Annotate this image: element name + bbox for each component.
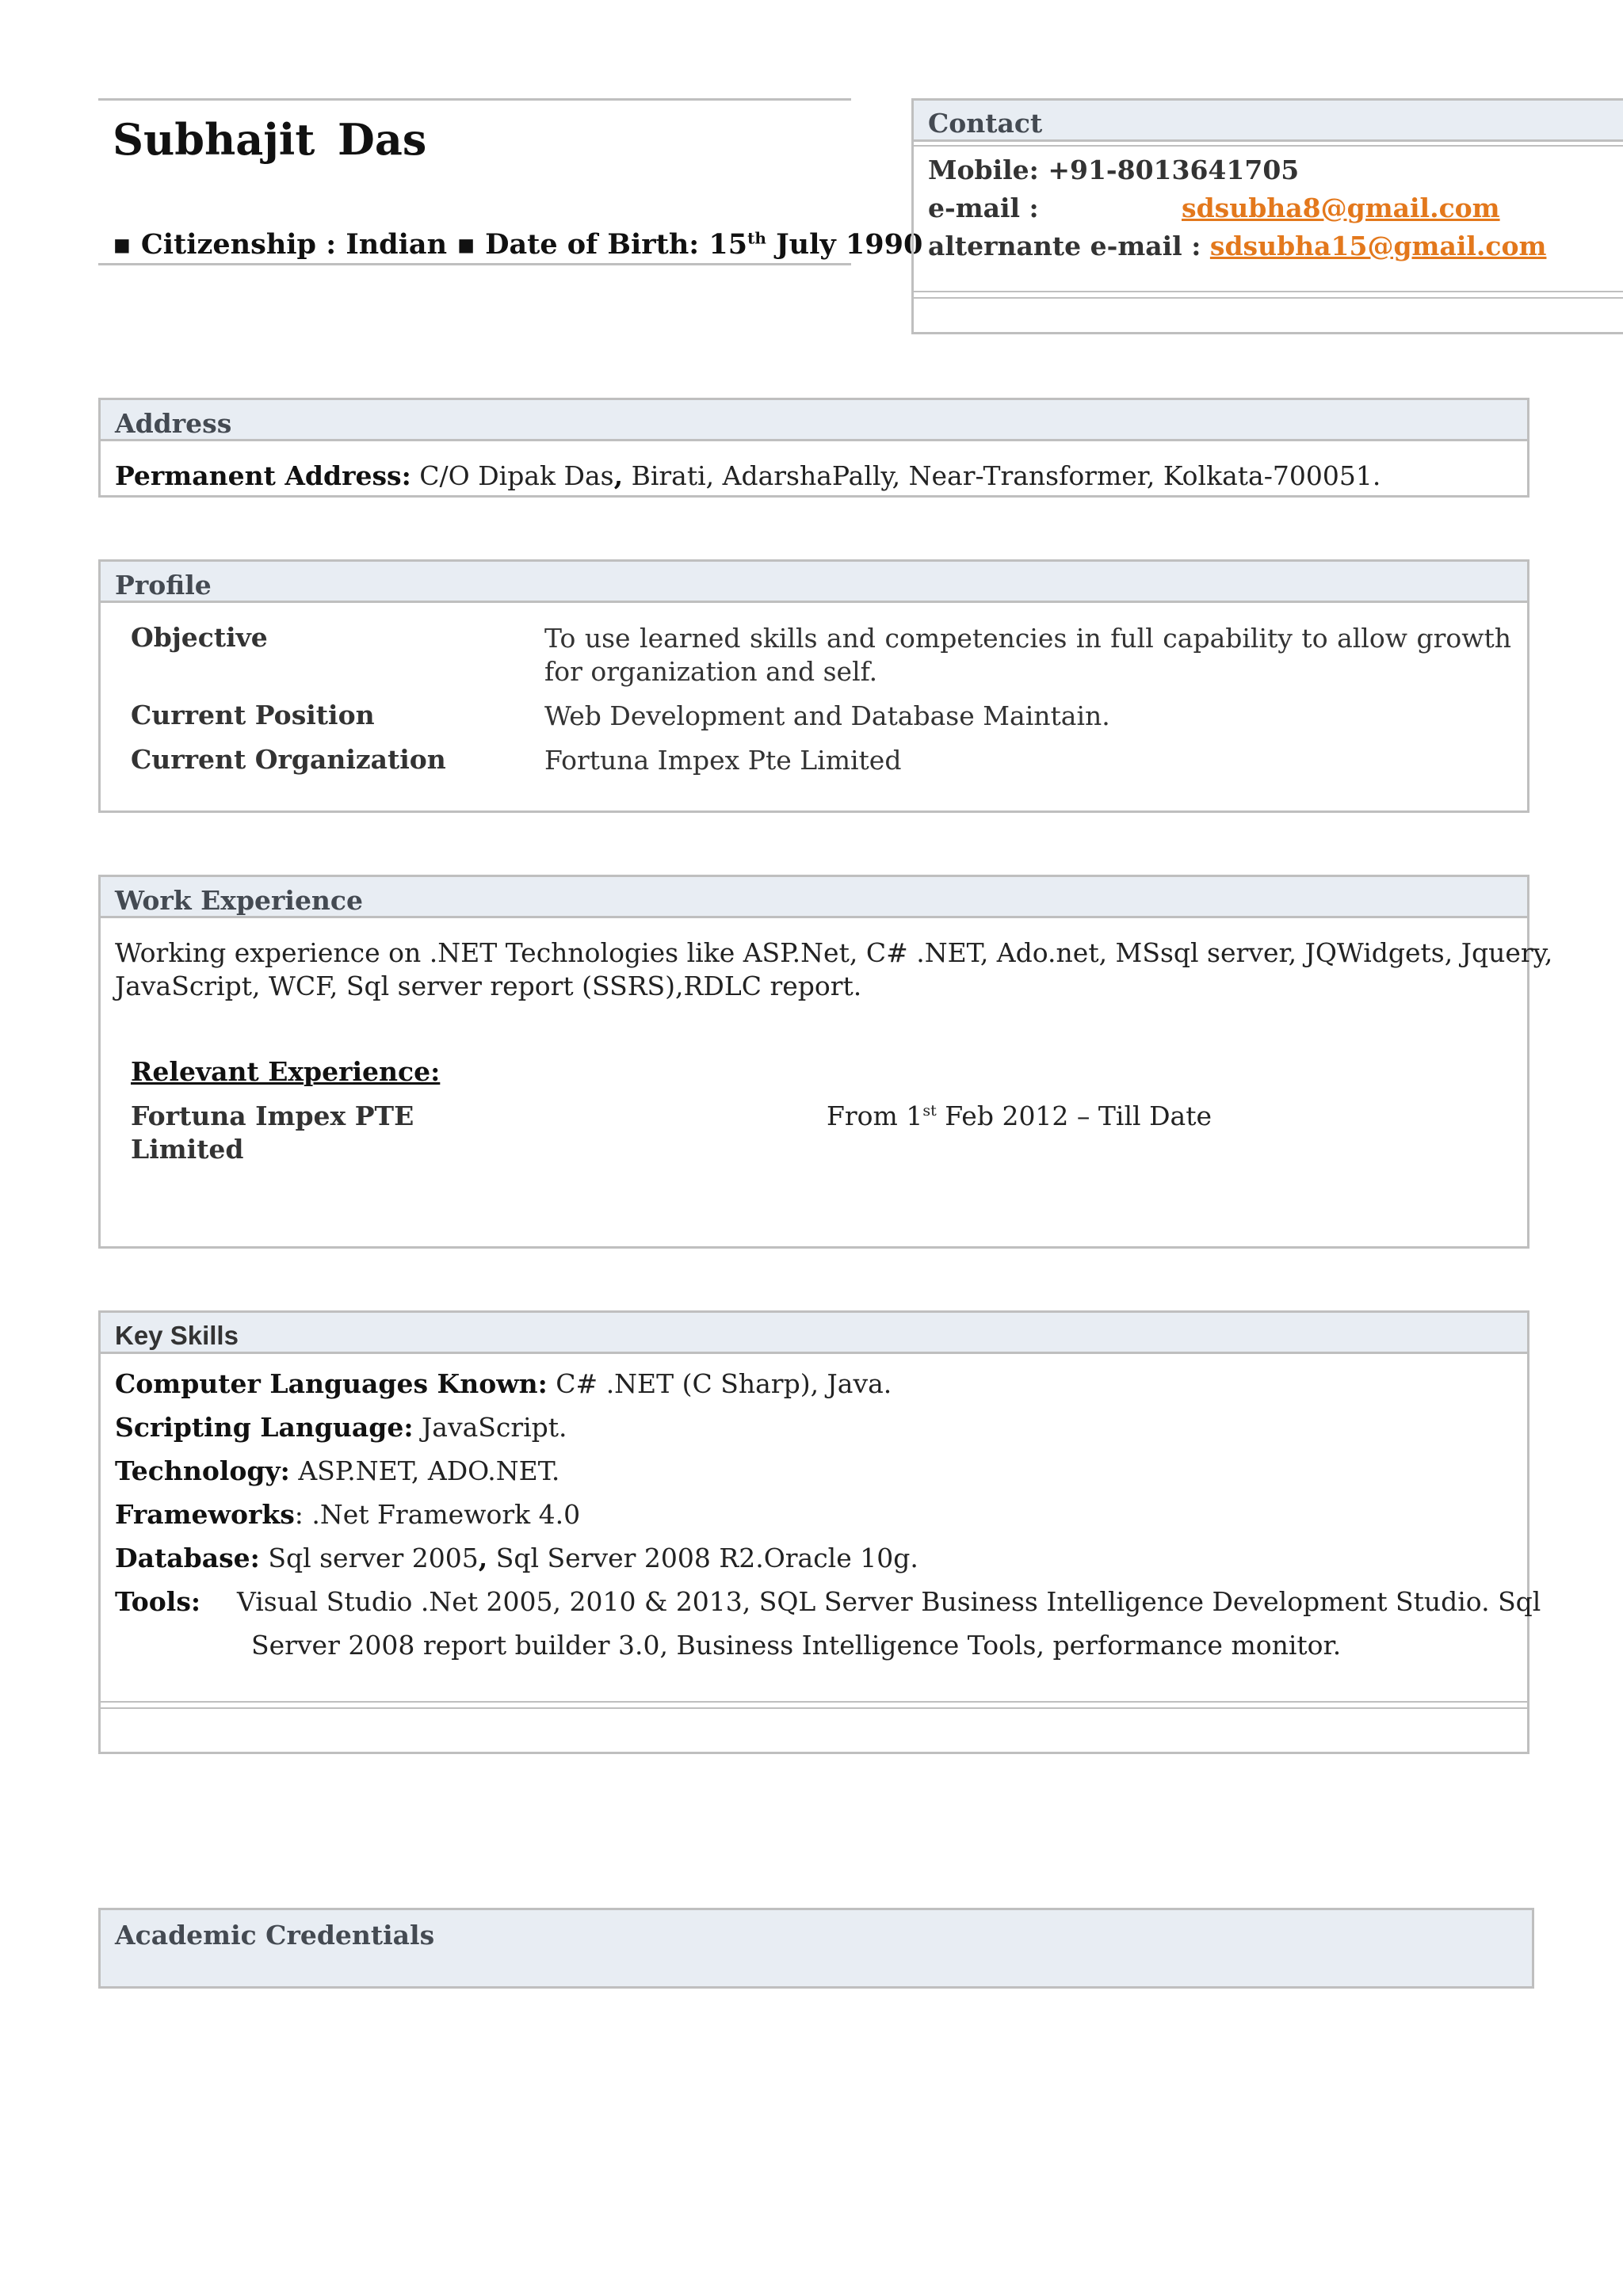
work-title: Work Experience (115, 885, 364, 916)
profile-value-objective: To use learned skills and competencies in full capability to allow growth for organization and self. (544, 623, 1511, 687)
skill-database (115, 1543, 918, 1573)
profile-label-position: Current Position (131, 700, 375, 730)
address-label: Permanent Address: (115, 460, 411, 491)
skills-rule-2 (101, 1707, 1527, 1709)
dates-prefix: From 1 (827, 1100, 923, 1131)
contact-header (914, 101, 1623, 142)
contact-mobile: Mobile: +91-8013641705 (928, 154, 1300, 185)
skill-value: Sql server 2005 (259, 1543, 479, 1573)
contact-bottom-rule-1 (914, 291, 1623, 292)
contact-alt-email-row (928, 231, 1546, 261)
work-summary-line-2: JavaScript, WCF, Sql server report (SSRS),RDLC report. (115, 971, 862, 1001)
address-value-2: Birati, AdarshaPally, Near-Transformer, Kolkata-700051. (623, 460, 1381, 491)
work-section (98, 875, 1553, 1249)
skills-header (101, 1313, 1527, 1354)
skill-languages (115, 1368, 892, 1399)
skill-value-extra: Sql Server 2008 R2.Oracle 10g. (487, 1543, 918, 1573)
dates-ordinal: st (922, 1102, 937, 1119)
contact-email-row (928, 193, 1039, 223)
citizenship-dob (113, 228, 922, 261)
skill-value: : .Net Framework 4.0 (294, 1499, 581, 1530)
citizenship-text: ▪ Citizenship : Indian ▪ Date of Birth: 15 (113, 228, 748, 261)
address-section (98, 398, 1529, 498)
profile-title: Profile (115, 570, 212, 601)
address-value-1: C/O Dipak Das (411, 460, 614, 491)
alt-email-label: alternante e-mail : (928, 231, 1201, 261)
contact-title: Contact (928, 108, 1043, 139)
name-block (98, 98, 923, 266)
skill-value: C# .NET (C Sharp), Java. (547, 1368, 892, 1399)
skill-label: Database: (115, 1543, 260, 1573)
work-header (101, 877, 1527, 918)
profile-label-objective: Objective (131, 622, 268, 653)
tools-label: Tools: (115, 1586, 201, 1617)
skill-value: ASP.NET, ADO.NET. (289, 1455, 560, 1486)
profile-header (101, 562, 1527, 603)
profile-section (98, 559, 1529, 813)
dob-rest: July 1990 (766, 228, 923, 261)
contact-divider (914, 145, 1623, 147)
company-name-line-2: Limited (131, 1134, 244, 1165)
skills-title: Key Skills (115, 1321, 239, 1350)
profile-label-organization: Current Organization (131, 744, 446, 775)
skill-value: JavaScript. (413, 1412, 567, 1443)
skill-label: Technology: (115, 1455, 290, 1486)
permanent-address (115, 460, 1381, 491)
academic-section (98, 1908, 1534, 1989)
skill-tools-line-2: Server 2008 report builder 3.0, Business Intelligence Tools, performance monitor. (251, 1630, 1342, 1661)
skill-label: Computer Languages Known: (115, 1368, 548, 1399)
skill-label: Frameworks (115, 1499, 295, 1530)
dob-ordinal: th (747, 228, 766, 248)
skill-scripting (115, 1412, 567, 1443)
work-summary-line-1: Working experience on .NET Technologies like ASP.Net, C# .NET, Ado.net, MSsql server, JQWidgets, Jquery, (115, 937, 1553, 968)
email-link-wrap (1182, 193, 1500, 223)
skill-technology (115, 1455, 559, 1486)
dates-rest: Feb 2012 – Till Date (936, 1100, 1212, 1131)
skill-tools-line-1: Visual Studio .Net 2005, 2010 & 2013, SQL Server Business Intelligence Development Studio. Sql (237, 1586, 1541, 1617)
name-bottom-rule (98, 263, 851, 265)
candidate-name: Subhajit Das (113, 114, 427, 165)
skill-tools-label (115, 1586, 200, 1617)
skill-frameworks (115, 1499, 580, 1530)
contact-section (911, 98, 1623, 334)
email-link[interactable]: sdsubha8@gmail.com (1182, 193, 1500, 223)
employment-dates (827, 1100, 1212, 1131)
company-name-line-1: Fortuna Impex PTE (131, 1100, 414, 1131)
profile-value-organization: Fortuna Impex Pte Limited (544, 745, 902, 776)
address-comma: , (613, 460, 624, 491)
contact-bottom-rule-2 (914, 297, 1623, 299)
name-top-rule (98, 98, 851, 101)
address-title: Address (115, 408, 232, 439)
email-label: e-mail : (928, 193, 1039, 223)
skill-comma: , (478, 1543, 488, 1573)
alt-email-link[interactable]: sdsubha15@gmail.com (1209, 231, 1547, 261)
address-header (101, 400, 1527, 441)
skill-label: Scripting Language: (115, 1412, 414, 1443)
skills-section (98, 1310, 1541, 1754)
academic-title: Academic Credentials (115, 1920, 435, 1951)
profile-value-position: Web Development and Database Maintain. (544, 700, 1110, 731)
skills-rule-1 (101, 1701, 1527, 1703)
relevant-experience-label: Relevant Experience: (131, 1056, 441, 1087)
